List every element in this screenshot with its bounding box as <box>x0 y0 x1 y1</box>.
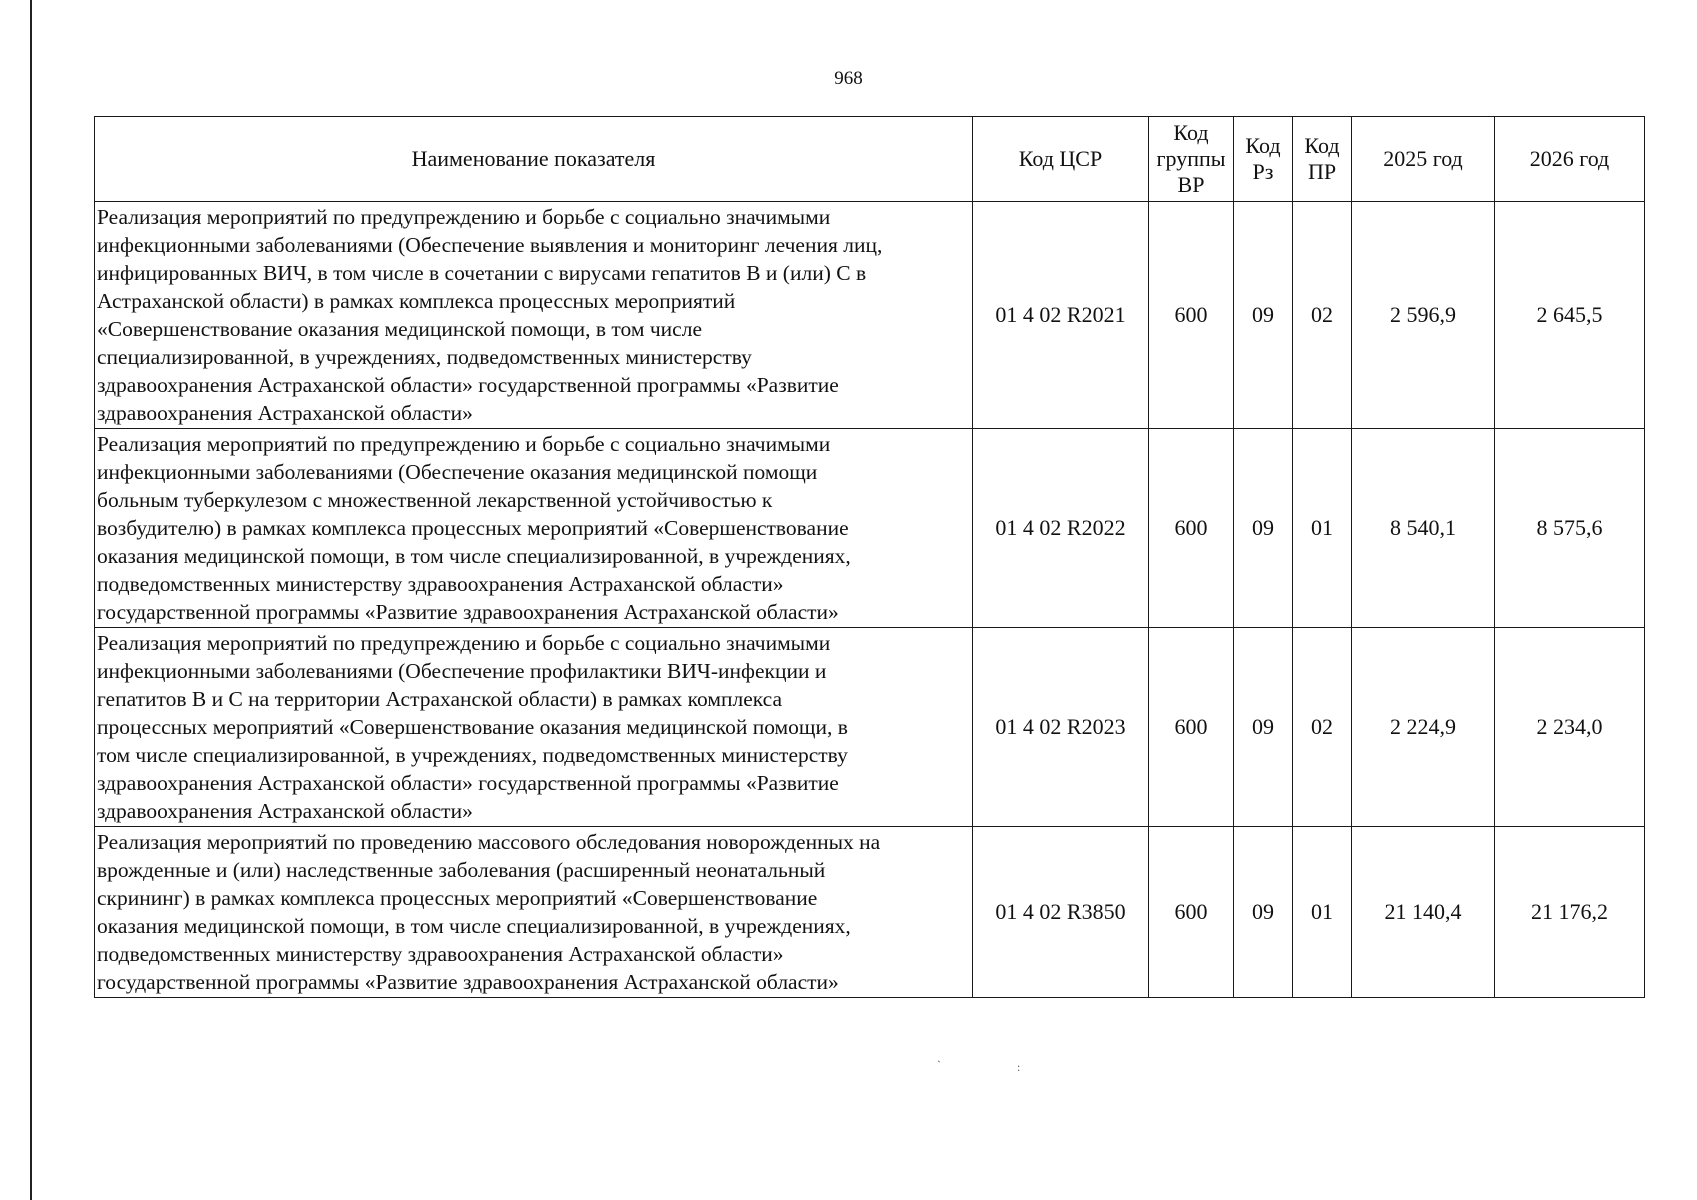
indicator-name-line: инфекционными заболеваниями (Обеспечение оказания медицинской помощи <box>97 460 818 484</box>
page-number: 968 <box>834 68 863 89</box>
budget-table <box>94 116 1645 998</box>
code-csr: 01 4 02 R3850 <box>973 827 1149 998</box>
code-pr: 01 <box>1293 429 1352 628</box>
indicator-name-line: здравоохранения Астраханской области» государственной программы «Развитие <box>97 373 839 397</box>
scan-speck: : <box>1017 1060 1021 1074</box>
code-pr: 01 <box>1293 827 1352 998</box>
header-code-rz-line: Рз <box>1252 159 1274 184</box>
indicator-name-line: государственной программы «Развитие здравоохранения Астраханской области» <box>97 970 839 994</box>
indicator-name-line: врожденные и (или) наследственные заболевания (расширенный неонатальный <box>97 858 826 882</box>
indicator-name-line: гепатитов В и С на территории Астраханской области) в рамках комплекса <box>97 687 783 711</box>
table-header <box>95 117 1645 202</box>
table-row <box>95 827 1645 998</box>
indicator-name-line: скрининг) в рамках комплекса процессных мероприятий «Совершенствование <box>97 886 818 910</box>
code-vr: 600 <box>1149 202 1234 429</box>
indicator-name-line: Астраханской области) в рамках комплекса процессных мероприятий <box>97 289 736 313</box>
amount-2025: 2 596,9 <box>1352 202 1495 429</box>
indicator-name-line: больным туберкулезом с множественной лекарственной устойчивостью к <box>97 488 773 512</box>
indicator-name-line: здравоохранения Астраханской области» <box>97 799 473 823</box>
header-code-vr-line: Код <box>1173 120 1209 145</box>
header-code-vr-line: группы <box>1156 146 1226 171</box>
indicator-name-line: специализированной, в учреждениях, подведомственных министерству <box>97 345 752 369</box>
header-code-pr-line: ПР <box>1307 159 1337 184</box>
indicator-name-line: инфекционными заболеваниями (Обеспечение профилактики ВИЧ-инфекции и <box>97 659 827 683</box>
amount-2026: 8 575,6 <box>1495 429 1645 628</box>
code-csr: 01 4 02 R2022 <box>973 429 1149 628</box>
amount-2025: 8 540,1 <box>1352 429 1495 628</box>
indicator-name-line: Реализация мероприятий по предупреждению и борьбе с социально значимыми <box>97 432 831 456</box>
amount-2025: 21 140,4 <box>1352 827 1495 998</box>
indicator-name <box>95 202 973 429</box>
header-row <box>95 117 1645 202</box>
indicator-name-line: том числе специализированной, в учреждениях, подведомственных министерству <box>97 743 848 767</box>
code-csr: 01 4 02 R2023 <box>973 628 1149 827</box>
indicator-name <box>95 628 973 827</box>
code-csr: 01 4 02 R2021 <box>973 202 1149 429</box>
header-code-pr <box>1293 117 1352 202</box>
amount-2026: 2 234,0 <box>1495 628 1645 827</box>
header-code-vr-line: ВР <box>1177 172 1205 197</box>
scan-speck: ` <box>937 1058 941 1072</box>
table-body <box>95 202 1645 998</box>
indicator-name-line: инфицированных ВИЧ, в том числе в сочетании с вирусами гепатитов В и (или) С в <box>97 261 867 285</box>
scan-page-edge <box>30 0 32 1200</box>
code-rz: 09 <box>1234 429 1293 628</box>
header-code-rz <box>1234 117 1293 202</box>
indicator-name-line: инфекционными заболеваниями (Обеспечение выявления и мониторинг лечения лиц, <box>97 233 883 257</box>
amount-2025: 2 224,9 <box>1352 628 1495 827</box>
indicator-name-line: подведомственных министерству здравоохранения Астраханской области» <box>97 942 784 966</box>
indicator-name-line: здравоохранения Астраханской области» государственной программы «Развитие <box>97 771 839 795</box>
indicator-name-line: оказания медицинской помощи, в том числе специализированной, в учреждениях, <box>97 914 851 938</box>
indicator-name-line: Реализация мероприятий по предупреждению и борьбе с социально значимыми <box>97 205 831 229</box>
amount-2026: 21 176,2 <box>1495 827 1645 998</box>
header-code-rz-line: Код <box>1245 133 1281 158</box>
code-pr: 02 <box>1293 628 1352 827</box>
code-vr: 600 <box>1149 827 1234 998</box>
code-rz: 09 <box>1234 628 1293 827</box>
header-year-2026: 2026 год <box>1495 117 1645 202</box>
code-vr: 600 <box>1149 628 1234 827</box>
code-pr: 02 <box>1293 202 1352 429</box>
indicator-name-line: подведомственных министерству здравоохранения Астраханской области» <box>97 572 784 596</box>
header-year-2025: 2025 год <box>1352 117 1495 202</box>
indicator-name-line: здравоохранения Астраханской области» <box>97 401 473 425</box>
indicator-name <box>95 827 973 998</box>
code-vr: 600 <box>1149 429 1234 628</box>
code-rz: 09 <box>1234 202 1293 429</box>
indicator-name-line: Реализация мероприятий по проведению массового обследования новорожденных на <box>97 830 881 854</box>
indicator-name-line: оказания медицинской помощи, в том числе специализированной, в учреждениях, <box>97 544 851 568</box>
table-row <box>95 628 1645 827</box>
table-row <box>95 202 1645 429</box>
indicator-name-line: Реализация мероприятий по предупреждению и борьбе с социально значимыми <box>97 631 831 655</box>
indicator-name-line: процессных мероприятий «Совершенствование оказания медицинской помощи, в <box>97 715 848 739</box>
header-code-pr-line: Код <box>1304 133 1340 158</box>
code-rz: 09 <box>1234 827 1293 998</box>
header-name: Наименование показателя <box>95 117 973 202</box>
header-code-vr <box>1149 117 1234 202</box>
indicator-name <box>95 429 973 628</box>
header-code-csr: Код ЦСР <box>973 117 1149 202</box>
amount-2026: 2 645,5 <box>1495 202 1645 429</box>
indicator-name-line: государственной программы «Развитие здравоохранения Астраханской области» <box>97 600 839 624</box>
indicator-name-line: возбудителю) в рамках комплекса процессных мероприятий «Совершенствование <box>97 516 849 540</box>
table-row <box>95 429 1645 628</box>
indicator-name-line: «Совершенствование оказания медицинской помощи, в том числе <box>97 317 702 341</box>
